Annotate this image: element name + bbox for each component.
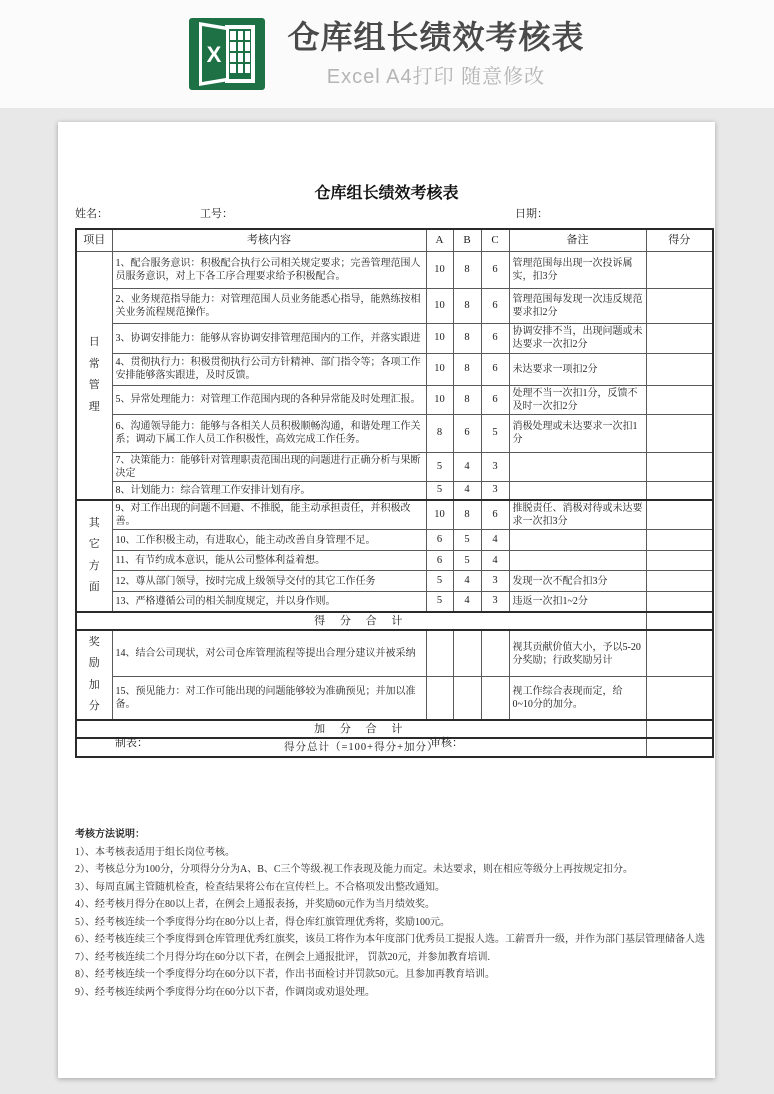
remark-cell: [509, 452, 646, 481]
table-row: [76, 323, 713, 353]
assessment-notes: [75, 826, 715, 1001]
criteria-cell: 7、决策能力：能够针对管理职责范围出现的问题进行正确分析与果断决定: [112, 452, 426, 481]
form-title: 仓库组长绩效考核表: [314, 185, 459, 202]
remark-cell: 管理范围每发现一次违反规范要求扣2分: [509, 288, 646, 323]
name-field-label: 姓名：: [75, 208, 108, 220]
grade-a-cell: 6: [426, 530, 453, 551]
score-cell: [646, 530, 713, 551]
grade-c-cell: 3: [481, 592, 509, 612]
bonus-total-row: [76, 720, 713, 738]
grade-a-cell: [426, 630, 453, 677]
score-total-label: 得 分 合 计: [76, 612, 646, 630]
criteria-cell: 2、业务规范指导能力：对管理范围人员业务能悉心指导，能熟练按相关业务流程规范操作。: [112, 288, 426, 323]
table-row: [76, 592, 713, 612]
table-row: [76, 251, 713, 288]
remark-cell: 管理范围每出现一次投诉属实，扣3分: [509, 251, 646, 288]
criteria-cell: 11、有节约成本意识，能从公司整体利益着想。: [112, 551, 426, 571]
note-line: 4）、经考核月得分在80以上者，在例会上通报表扬，并奖励60元作为当月绩效奖。: [75, 899, 435, 910]
remark-cell: 协调安排不当，出现问题或未达要求一次扣2分: [509, 323, 646, 353]
remark-cell: [509, 530, 646, 551]
grade-c-cell: 6: [481, 288, 509, 323]
table-row: [76, 677, 713, 720]
note-line: 8）、经考核连续一个季度得分均在60分以下者，作出书面检讨并罚款50元。且参加再教育培训。: [75, 969, 495, 980]
col-header-item: 项目: [76, 229, 112, 251]
score-cell: [646, 630, 713, 677]
col-header-remark: 备注: [509, 229, 646, 251]
remark-cell: [509, 551, 646, 571]
criteria-cell: 13、严格遵循公司的相关制度规定，并以身作则。: [112, 592, 426, 612]
grade-a-cell: 5: [426, 452, 453, 481]
grade-b-cell: 5: [453, 551, 481, 571]
score-cell: [646, 551, 713, 571]
criteria-cell: 4、贯彻执行力：积极贯彻执行公司方针精神、部门指令等；各项工作安排能够落实跟进，及时反馈。: [112, 353, 426, 385]
form-fields: [75, 205, 698, 221]
col-header-a: A: [426, 229, 453, 251]
grade-b-cell: [453, 630, 481, 677]
grade-a-cell: 10: [426, 323, 453, 353]
note-line: 7）、经考核连续二个月得分均在60分以下者，在例会上通报批评， 罚款20元，并参加教育培训.: [75, 951, 490, 963]
date-field-label: 日期：: [515, 208, 548, 220]
grade-c-cell: [481, 677, 509, 720]
bonus-total-cell: [646, 720, 713, 738]
criteria-cell: 9、对工作出现的问题不回避、不推脱，能主动承担责任，并积极改善。: [112, 500, 426, 530]
remark-cell: 视工作综合表现而定，给0~10分的加分。: [509, 677, 646, 720]
remark-cell: 推脱责任、消极对待或未达要求一次扣3分: [509, 500, 646, 530]
score-total-row: [76, 612, 713, 630]
remark-cell: 视其贡献价值大小，予以5-20分奖励；行政奖励另计: [509, 630, 646, 677]
grand-total-cell: [646, 738, 713, 757]
grade-c-cell: 6: [481, 251, 509, 288]
grade-c-cell: 3: [481, 452, 509, 481]
criteria-cell: 6、沟通领导能力：能够与各相关人员积极顺畅沟通，和谐处理工作关系；调动下属工作人员工作积极性，高效完成工作任务。: [112, 414, 426, 452]
table-row: [76, 385, 713, 414]
grade-b-cell: 8: [453, 251, 481, 288]
criteria-cell: 15、预见能力：对工作可能出现的问题能够较为准确预见；并加以准备。: [112, 677, 426, 720]
grade-c-cell: 6: [481, 385, 509, 414]
col-header-c: C: [481, 229, 509, 251]
score-cell: [646, 677, 713, 720]
grade-a-cell: 10: [426, 288, 453, 323]
criteria-cell: 3、协调安排能力：能够从容协调安排管理范围内的工作，并落实跟进: [112, 323, 426, 353]
grand-total-label: 得分总计（=100+得分+加分）: [76, 738, 646, 757]
table-row: [76, 288, 713, 323]
grade-a-cell: 10: [426, 353, 453, 385]
grade-a-cell: 6: [426, 551, 453, 571]
note-line: 3）、每周直属主管随机检查，检查结果将公布在宣传栏上。不合格项发出整改通知。: [75, 881, 445, 893]
grade-b-cell: 8: [453, 323, 481, 353]
grade-c-cell: 6: [481, 500, 509, 530]
grade-b-cell: 4: [453, 571, 481, 592]
grade-a-cell: 10: [426, 500, 453, 530]
table-row: [76, 500, 713, 530]
grade-c-cell: 3: [481, 481, 509, 500]
grade-c-cell: 5: [481, 414, 509, 452]
col-header-b: B: [453, 229, 481, 251]
grade-b-cell: 4: [453, 452, 481, 481]
score-cell: [646, 385, 713, 414]
notes-title: 考核方法说明：: [75, 829, 145, 840]
grade-b-cell: 8: [453, 385, 481, 414]
note-line: 5）、经考核连续一个季度得分均在80分以上者，得仓库红旗管理优秀将，奖励100元。: [75, 916, 450, 928]
criteria-cell: 14、结合公司现状，对公司仓库管理流程等提出合理分建议并被采纳: [112, 630, 426, 677]
product-subtitle: Excel A4打印 随意修改: [326, 65, 546, 88]
remark-cell: 消极处理或未达要求一次扣1分: [509, 414, 646, 452]
grade-b-cell: 5: [453, 530, 481, 551]
score-cell: [646, 353, 713, 385]
remark-cell: 未达要求一项扣2分: [509, 353, 646, 385]
note-line: 6）、经考核连续三个季度得到仓库管理优秀红旗奖，该员工将作为本年度部门优秀员工提报人选。工薪晋升一级，并作为部门基层管理储备人选: [75, 934, 705, 945]
auditor-label: 审核：: [430, 737, 463, 749]
table-row: [76, 551, 713, 571]
score-cell: [646, 571, 713, 592]
category-other-aspects: 其它方面: [76, 500, 112, 612]
grade-c-cell: 4: [481, 530, 509, 551]
assessment-table: [75, 228, 714, 758]
grade-c-cell: [481, 630, 509, 677]
grade-a-cell: 5: [426, 481, 453, 500]
note-line: 2）、考核总分为100分，分项得分分为A、B、C三个等级.视工作表现及能力而定。未达要求，则在相应等级分上再按规定扣分。: [75, 864, 634, 875]
grand-total-row: [76, 738, 713, 757]
score-cell: [646, 414, 713, 452]
document-page: [58, 122, 715, 1078]
criteria-cell: 8、计划能力：综合管理工作安排计划有序。: [112, 481, 426, 500]
score-total-cell: [646, 612, 713, 630]
score-cell: [646, 481, 713, 500]
grade-a-cell: 5: [426, 592, 453, 612]
remark-cell: 处理不当一次扣1分，反馈不及时一次扣2分: [509, 385, 646, 414]
grade-c-cell: 3: [481, 571, 509, 592]
criteria-cell: 10、工作积极主动，有进取心，能主动改善自身管理不足。: [112, 530, 426, 551]
remark-cell: [509, 481, 646, 500]
table-row: [76, 530, 713, 551]
table-row: [76, 353, 713, 385]
grade-b-cell: 4: [453, 592, 481, 612]
grade-a-cell: 10: [426, 385, 453, 414]
grade-b-cell: [453, 677, 481, 720]
product-header: [0, 0, 774, 108]
score-cell: [646, 452, 713, 481]
col-header-content: 考核内容: [112, 229, 426, 251]
score-cell: [646, 251, 713, 288]
col-header-score: 得分: [646, 229, 713, 251]
grade-b-cell: 8: [453, 500, 481, 530]
score-cell: [646, 288, 713, 323]
table-row: [76, 630, 713, 677]
product-title: 仓库组长绩效考核表: [287, 19, 585, 56]
table-row: [76, 571, 713, 592]
score-cell: [646, 323, 713, 353]
grade-a-cell: [426, 677, 453, 720]
grade-b-cell: 8: [453, 353, 481, 385]
grade-b-cell: 8: [453, 288, 481, 323]
table-row: [76, 481, 713, 500]
grade-c-cell: 6: [481, 323, 509, 353]
excel-icon: [189, 18, 265, 90]
remark-cell: 发现一次不配合扣3分: [509, 571, 646, 592]
grade-b-cell: 4: [453, 481, 481, 500]
remark-cell: 违返一次扣1~2分: [509, 592, 646, 612]
grade-c-cell: 6: [481, 353, 509, 385]
criteria-cell: 12、尊从部门领导，按时完成上级领导交付的其它工作任务: [112, 571, 426, 592]
score-cell: [646, 500, 713, 530]
table-header-row: [76, 229, 713, 251]
grade-c-cell: 4: [481, 551, 509, 571]
criteria-cell: 1、配合服务意识：积极配合执行公司相关规定要求；完善管理范围人员服务意识，对上下各工序合理要求给予积极配合。: [112, 251, 426, 288]
table-row: [76, 452, 713, 481]
score-cell: [646, 592, 713, 612]
table-row: [76, 414, 713, 452]
grade-b-cell: 6: [453, 414, 481, 452]
grade-a-cell: 5: [426, 571, 453, 592]
maker-label: 制表：: [115, 737, 148, 749]
note-line: 1）、本考核表适用于组长岗位考核。: [75, 846, 235, 858]
bonus-total-label: 加 分 合 计: [76, 720, 646, 738]
svg-text:X: X: [207, 42, 222, 67]
grade-a-cell: 10: [426, 251, 453, 288]
product-titles: [287, 19, 584, 89]
note-line: 9）、经考核连续两个季度得分均在60分以下者，作调岗或劝退处理。: [75, 986, 375, 998]
category-bonus-points: 奖励加分: [76, 630, 112, 720]
employee-id-field-label: 工号：: [200, 208, 233, 220]
grade-a-cell: 8: [426, 414, 453, 452]
category-daily-management: 日常管理: [76, 251, 112, 500]
criteria-cell: 5、异常处理能力：对管理工作范围内现的各种异常能及时处理汇报。: [112, 385, 426, 414]
